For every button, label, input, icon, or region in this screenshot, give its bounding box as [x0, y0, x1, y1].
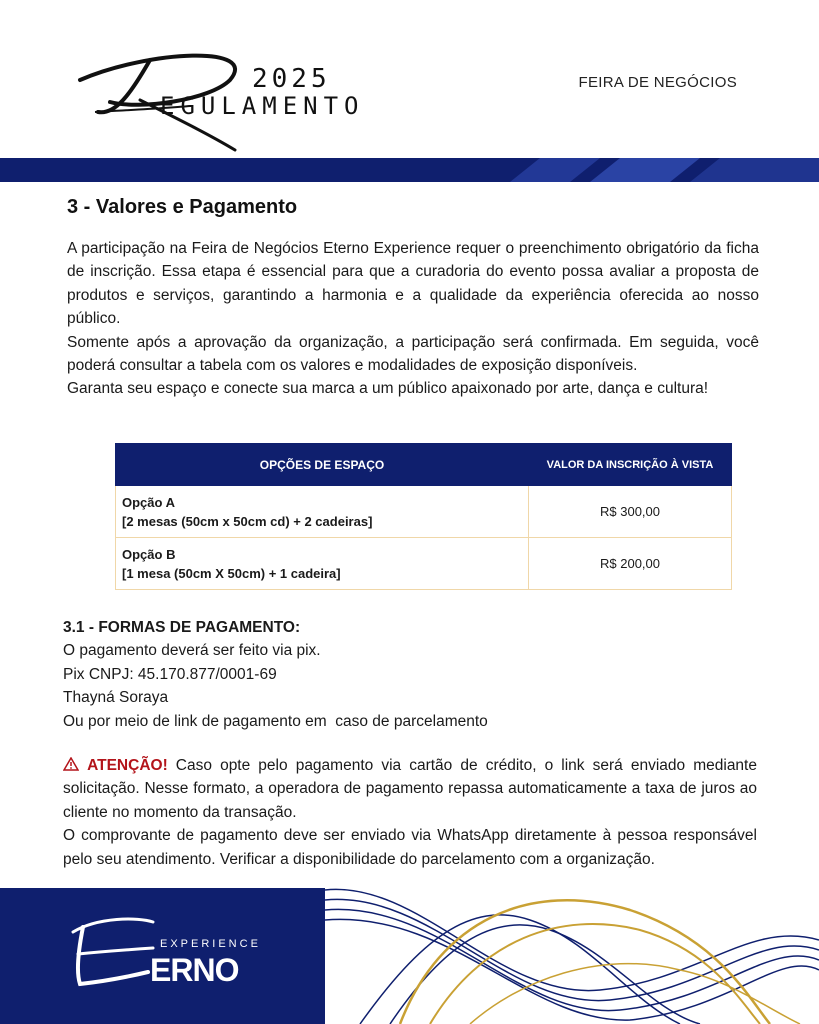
payment-line: Ou por meio de link de pagamento em caso de parcelamento	[63, 712, 488, 730]
table-row	[116, 538, 732, 590]
brand-experience: EXPERIENCE	[160, 938, 261, 950]
section-content	[63, 196, 759, 401]
payment-line: O pagamento deverá ser feito via pix.	[63, 642, 321, 660]
warning-text: Caso opte pelo pagamento via cartão de crédito, o link será enviado mediante solicitação. Nesse formato, a operadora de pagamento repassa automaticamente a taxa de juros ao cliente no momento da transação.	[63, 757, 757, 821]
pix-cnpj: Pix CNPJ: 45.170.877/0001-69	[63, 665, 277, 683]
intro-paragraph-2: Somente após a aprovação da organização, a participação será confirmada. Em seguida, você poderá consultar a tabela com os valores e modalidades de exposição disponíveis.	[67, 333, 759, 375]
header-options: OPÇÕES DE ESPAÇO	[116, 444, 529, 486]
header-price: VALOR DA INSCRIÇÃO À VISTA	[529, 444, 732, 486]
intro-paragraph-3: Garanta seu espaço e conecte sua marca a um público apaixonado por arte, dança e cultura!	[67, 380, 709, 398]
payment-title: 3.1 - FORMAS DE PAGAMENTO:	[63, 619, 301, 636]
intro-paragraph-1: A participação na Feira de Negócios Eterno Experience requer o preenchimento obrigatório da ficha de inscrição. Essa etapa é essencial para que a curadoria do evento possa avaliar a proposta de produtos e serviços, garantindo a harmonia e a qualidade da experiência oferecida ao nosso público.	[67, 240, 759, 328]
price-table	[115, 443, 732, 590]
decorative-waves	[300, 860, 819, 1024]
price-cell: R$ 300,00	[529, 486, 732, 538]
header-stripe	[0, 158, 819, 182]
section-title: 3 - Valores e Pagamento	[67, 196, 298, 218]
table-row	[116, 486, 732, 538]
option-cell	[116, 486, 529, 538]
option-cell	[116, 538, 529, 590]
option-detail: [1 mesa (50cm X 50cm) + 1 cadeira]	[122, 565, 341, 581]
price-cell: R$ 200,00	[529, 538, 732, 590]
brand-word: ERNO	[150, 952, 239, 988]
option-detail: [2 mesas (50cm x 50cm cd) + 2 cadeiras]	[122, 513, 373, 529]
warning-section	[63, 754, 757, 871]
logo-word: EGULAMENTO	[160, 92, 365, 120]
fair-label: FEIRA DE NEGÓCIOS	[578, 74, 737, 91]
option-name: Opção B	[122, 546, 176, 562]
warning-note: O comprovante de pagamento deve ser enviado via WhatsApp diretamente à pessoa responsável pelo seu atendimento. Verificar a disponibilidade do parcelamento com a organização.	[63, 827, 757, 868]
warning-label: ATENÇÃO!	[87, 757, 168, 774]
table-header-row	[116, 444, 732, 486]
pix-owner: Thayná Soraya	[63, 689, 169, 707]
year-label: 2025	[252, 64, 331, 94]
payment-section	[63, 616, 757, 733]
warning-triangle-icon	[63, 757, 87, 774]
option-name: Opção A	[122, 494, 175, 510]
brand-e-mark	[68, 912, 158, 992]
page-header	[0, 0, 819, 160]
